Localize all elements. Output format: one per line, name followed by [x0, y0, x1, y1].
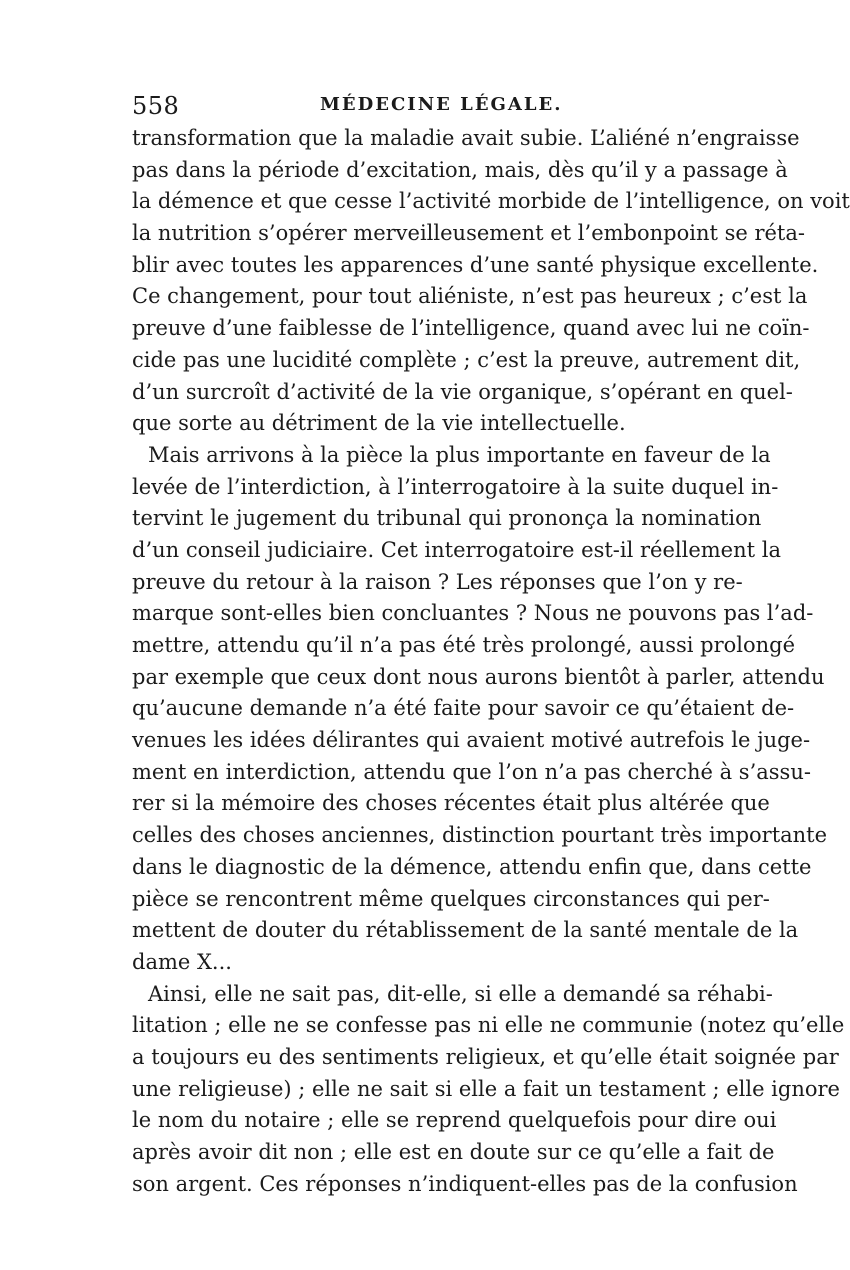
text-line: marque sont-elles bien concluantes ? Nous ne pouvons pas l’ad-: [132, 601, 814, 626]
text-line: rer si la mémoire des choses récentes était plus altérée que: [132, 791, 770, 816]
text-line: pièce se rencontrent même quelques circonstances qui per-: [132, 886, 770, 911]
text-line: son argent. Ces réponses n’indiquent-elles pas de la confusion: [132, 1171, 798, 1196]
text-line: preuve d’une faiblesse de l’intelligence, quand avec lui ne coïn-: [132, 316, 810, 341]
text-line: mettent de douter du rétablissement de la santé mentale de la: [132, 918, 799, 943]
paragraph-start-line: Mais arrivons à la pièce la plus importante en faveur de la: [148, 442, 771, 467]
text-line: celles des choses anciennes, distinction pourtant très importante: [132, 823, 828, 848]
text-line: venues les idées délirantes qui avaient motivé autrefois le juge-: [132, 728, 811, 753]
text-line: levée de l’interdiction, à l’interrogatoire à la suite duquel in-: [132, 474, 779, 499]
text-line: d’un conseil judiciaire. Cet interrogatoire est-il réellement la: [132, 537, 781, 562]
text-line: par exemple que ceux dont nous aurons bientôt à parler, attendu: [132, 664, 825, 689]
body-text: [132, 123, 850, 1200]
page-number: 558: [132, 92, 180, 120]
text-line: dans le diagnostic de la démence, attendu enfin que, dans cette: [132, 854, 812, 879]
text-line: litation ; elle ne se confesse pas ni elle ne communie (notez qu’elle: [132, 1013, 845, 1038]
text-line: blir avec toutes les apparences d’une santé physique excellente.: [132, 252, 819, 277]
text-line: a toujours eu des sentiments religieux, et qu’elle était soignée par: [132, 1044, 839, 1069]
text-line: cide pas une lucidité complète ; c’est la preuve, autrement dit,: [132, 347, 801, 372]
text-line: qu’aucune demande n’a été faite pour savoir ce qu’étaient de-: [132, 696, 795, 721]
text-line: Ce changement, pour tout aliéniste, n’est pas heureux ; c’est la: [132, 284, 808, 309]
text-line: mettre, attendu qu’il n’a pas été très prolongé, aussi prolongé: [132, 633, 796, 657]
text-line: après avoir dit non ; elle est en doute sur ce qu’elle a fait de: [132, 1140, 775, 1164]
page-header: [132, 92, 672, 124]
text-line: que sorte au détriment de la vie intellectuelle.: [132, 411, 626, 436]
running-title: MÉDECINE LÉGALE.: [320, 94, 563, 115]
text-line: pas dans la période d’excitation, mais, dès qu’il y a passage à: [132, 157, 788, 182]
text-line: transformation que la maladie avait subie. L’aliéné n’engraisse: [132, 126, 800, 150]
paragraph-start-line: Ainsi, elle ne sait pas, dit-elle, si elle a demandé sa réhabi-: [148, 981, 773, 1006]
text-line: dame X...: [132, 949, 232, 974]
text-line: d’un surcroît d’activité de la vie organique, s’opérant en quel-: [132, 379, 793, 404]
text-line: le nom du notaire ; elle se reprend quelquefois pour dire oui: [132, 1108, 777, 1133]
text-line: la nutrition s’opérer merveilleusement et l’embonpoint se réta-: [132, 221, 805, 246]
text-line: une religieuse) ; elle ne sait si elle a fait un testament ; elle ignore: [132, 1076, 840, 1101]
text-line: la démence et que cesse l’activité morbide de l’intelligence, on voit: [132, 189, 850, 214]
text-line: tervint le jugement du tribunal qui prononça la nomination: [132, 506, 762, 531]
text-line: ment en interdiction, attendu que l’on n’a pas cherché à s’assu-: [132, 759, 811, 784]
text-line: preuve du retour à la raison ? Les réponses que l’on y re-: [132, 569, 743, 594]
